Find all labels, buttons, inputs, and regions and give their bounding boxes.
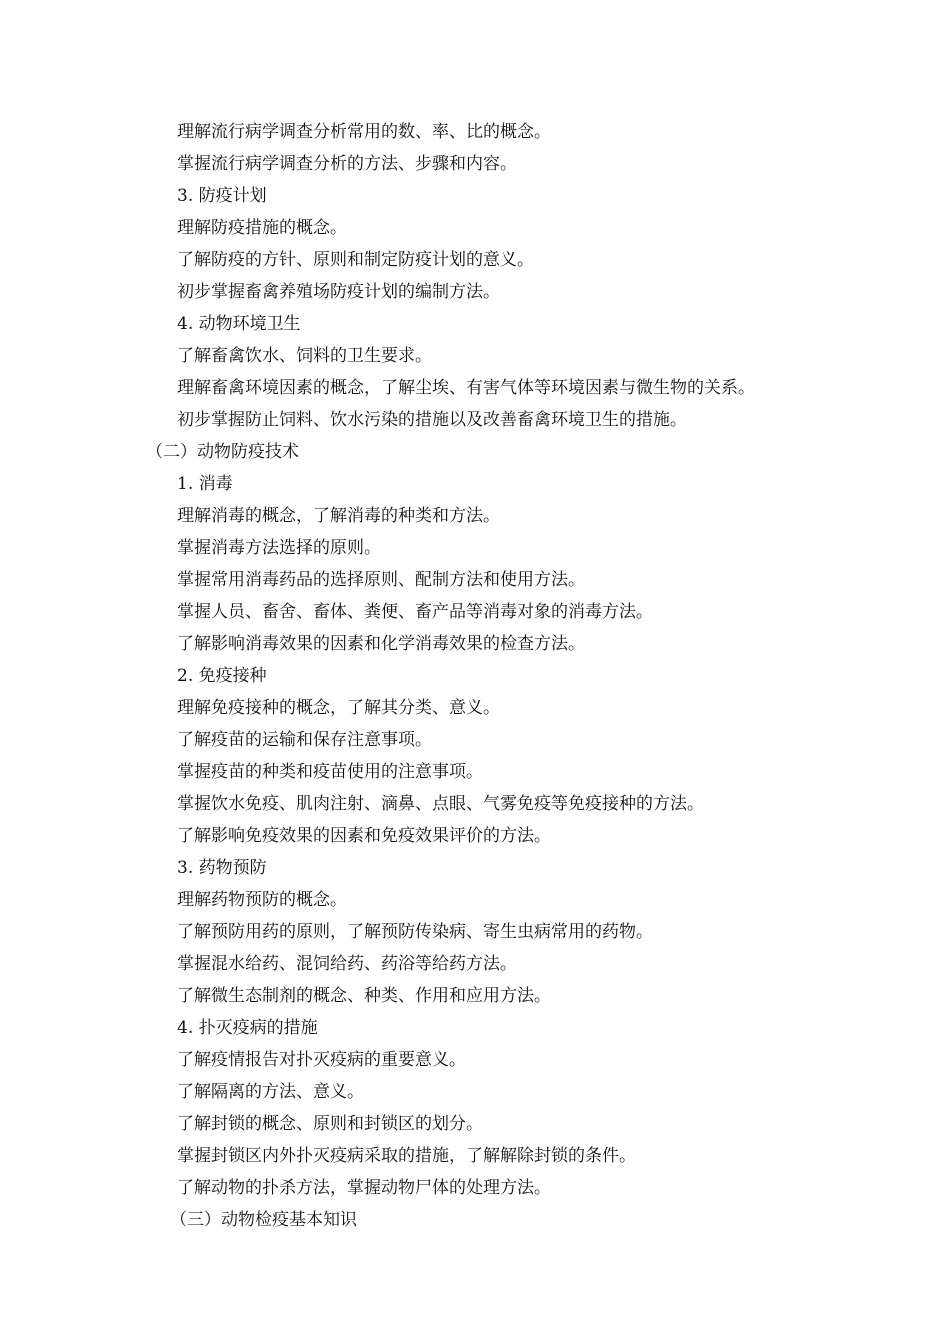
text-line: 理解畜禽环境因素的概念，了解尘埃、有害气体等环境因素与微生物的关系。 xyxy=(177,378,755,398)
text-line: 掌握疫苗的种类和疫苗使用的注意事项。 xyxy=(177,762,483,782)
text-line: 了解防疫的方针、原则和制定防疫计划的意义。 xyxy=(177,250,534,270)
text-line: 了解微生态制剂的概念、种类、作用和应用方法。 xyxy=(177,986,551,1006)
text-line: 了解封锁的概念、原则和封锁区的划分。 xyxy=(177,1114,483,1134)
text-line: 掌握混水给药、混饲给药、药浴等给药方法。 xyxy=(177,954,517,974)
text-line: 初步掌握畜禽养殖场防疫计划的编制方法。 xyxy=(177,282,500,302)
text-line: 掌握消毒方法选择的原则。 xyxy=(177,538,381,558)
text-line: 了解疫情报告对扑灭疫病的重要意义。 xyxy=(177,1050,466,1070)
document-page xyxy=(0,116,950,1236)
text-line: 初步掌握防止饲料、饮水污染的措施以及改善畜禽环境卫生的措施。 xyxy=(177,410,687,430)
text-line: 理解免疫接种的概念，了解其分类、意义。 xyxy=(177,698,500,718)
text-line: 掌握常用消毒药品的选择原则、配制方法和使用方法。 xyxy=(177,570,585,590)
text-line: 掌握流行病学调查分析的方法、步骤和内容。 xyxy=(177,154,517,174)
subsection-heading: 2. 免疫接种 xyxy=(177,666,267,686)
text-line: 了解预防用药的原则，了解预防传染病、寄生虫病常用的药物。 xyxy=(177,922,653,942)
text-line: 了解畜禽饮水、饲料的卫生要求。 xyxy=(177,346,432,366)
text-line: 了解影响免疫效果的因素和免疫效果评价的方法。 xyxy=(177,826,551,846)
text-line: 了解隔离的方法、意义。 xyxy=(177,1082,364,1102)
subsection-heading: 3. 药物预防 xyxy=(177,858,267,878)
subsection-heading: 4. 动物环境卫生 xyxy=(177,314,301,334)
text-line: 了解疫苗的运输和保存注意事项。 xyxy=(177,730,432,750)
text-line: 掌握饮水免疫、肌肉注射、滴鼻、点眼、气雾免疫等免疫接种的方法。 xyxy=(177,794,704,814)
text-line: 理解防疫措施的概念。 xyxy=(177,218,347,238)
section-heading: （三）动物检疫基本知识 xyxy=(170,1210,357,1230)
text-line: 了解动物的扑杀方法，掌握动物尸体的处理方法。 xyxy=(177,1178,551,1198)
text-line: 掌握封锁区内外扑灭疫病采取的措施，了解解除封锁的条件。 xyxy=(177,1146,636,1166)
subsection-heading: 3. 防疫计划 xyxy=(177,186,267,206)
text-line: 理解流行病学调查分析常用的数、率、比的概念。 xyxy=(177,122,551,142)
subsection-heading: 4. 扑灭疫病的措施 xyxy=(177,1018,318,1038)
text-line: 理解消毒的概念，了解消毒的种类和方法。 xyxy=(177,506,500,526)
text-line: 理解药物预防的概念。 xyxy=(177,890,347,910)
text-line: 掌握人员、畜舍、畜体、粪便、畜产品等消毒对象的消毒方法。 xyxy=(177,602,653,622)
subsection-heading: 1. 消毒 xyxy=(177,474,233,494)
section-heading: （二）动物防疫技术 xyxy=(146,442,299,462)
text-line: 了解影响消毒效果的因素和化学消毒效果的检查方法。 xyxy=(177,634,585,654)
